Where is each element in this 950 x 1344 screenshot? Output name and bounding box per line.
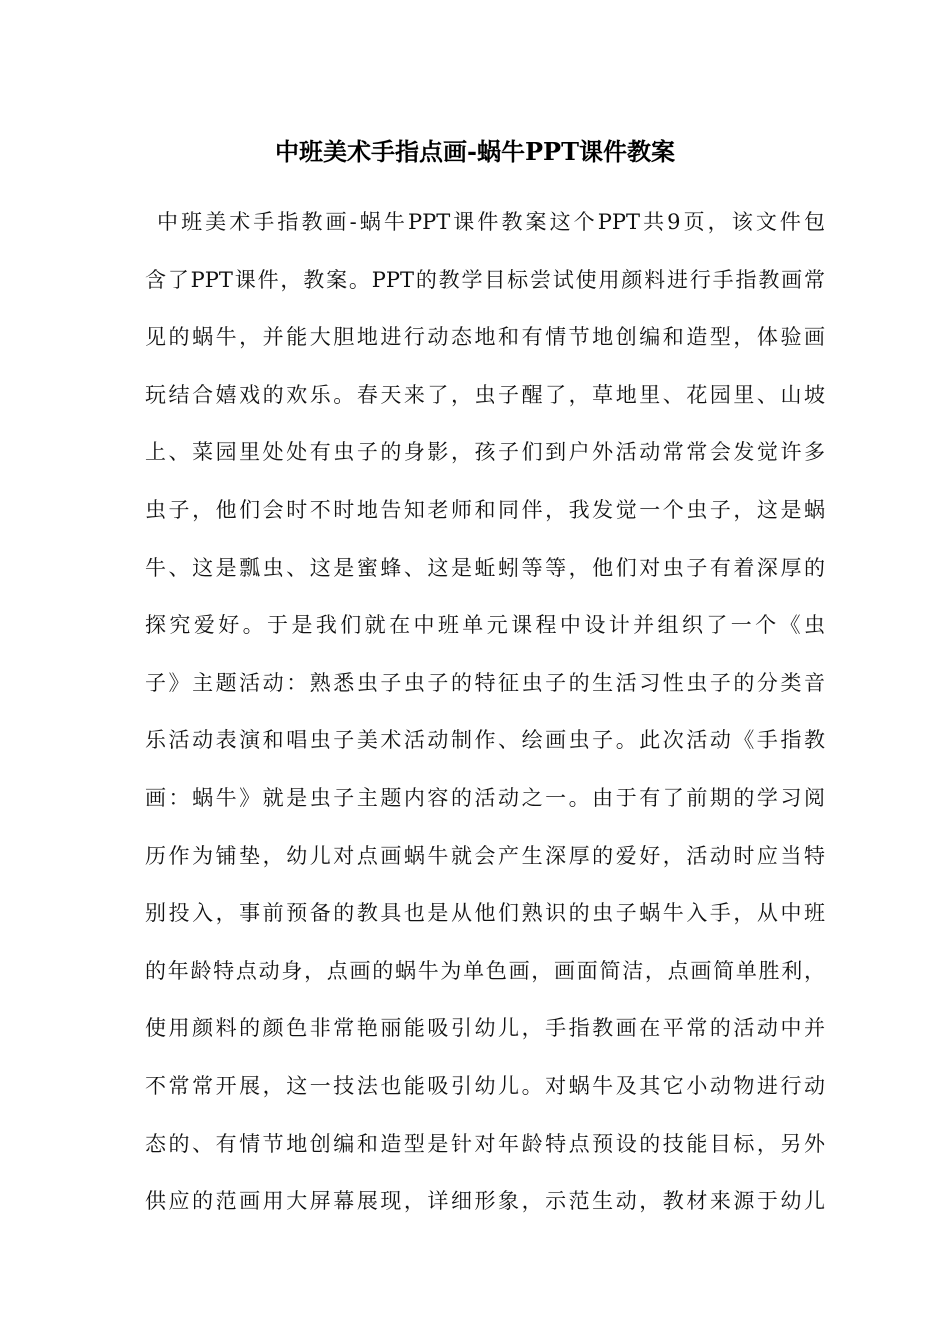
body-line: 供应的范画用大屏幕展现，详细形象，示范生动，教材来源于幼儿: [145, 1189, 825, 1214]
body-line: 上、菜园里处处有虫子的身影，孩子们到户外活动常常会发觉许多: [145, 440, 825, 465]
body-line: 见的蜗牛，并能大胆地进行动态地和有情节地创编和造型，体验画: [145, 325, 825, 350]
body-line: 虫子，他们会时不时地告知老师和同伴，我发觉一个虫子，这是蜗: [145, 497, 825, 522]
body-line: 子》主题活动：熟悉虫子虫子的特征虫子的生活习性虫子的分类音: [145, 670, 825, 695]
body-line: 态的、有情节地创编和造型是针对年龄特点预设的技能目标，另外: [145, 1131, 825, 1156]
body-line: 探究爱好。于是我们就在中班单元课程中设计并组织了一个《虫: [145, 613, 825, 638]
body-line: 使用颜料的颜色非常艳丽能吸引幼儿，手指教画在平常的活动中并: [145, 1016, 825, 1041]
body-line: 的年龄特点动身，点画的蜗牛为单色画，画面简洁，点画简单胜利，: [145, 958, 825, 983]
body-line: 含了PPT课件，教案。PPT的教学目标尝试使用颜料进行手指教画常: [145, 267, 825, 292]
document-body: [145, 203, 825, 1240]
body-line: 玩结合嬉戏的欢乐。春天来了，虫子醒了，草地里、花园里、山坡: [145, 382, 825, 407]
body-line: 不常常开展，这一技法也能吸引幼儿。对蜗牛及其它小动物进行动: [145, 1073, 825, 1098]
body-line: 画：蜗牛》就是虫子主题内容的活动之一。由于有了前期的学习阅: [145, 785, 825, 810]
body-line: 乐活动表演和唱虫子美术活动制作、绘画虫子。此次活动《手指教: [145, 728, 825, 753]
body-line: 历作为铺垫，幼儿对点画蜗牛就会产生深厚的爱好，活动时应当特: [145, 843, 825, 868]
body-line: 牛、这是瓢虫、这是蜜蜂、这是蚯蚓等等，他们对虫子有着深厚的: [145, 555, 825, 580]
body-line: 中班美术手指教画-蜗牛PPT课件教案这个PPT共9页，该文件包: [157, 210, 825, 234]
document-title: 中班美术手指点画-蜗牛PPT课件教案: [275, 137, 675, 166]
body-line: 别投入，事前预备的教具也是从他们熟识的虫子蜗牛入手，从中班: [145, 901, 825, 926]
